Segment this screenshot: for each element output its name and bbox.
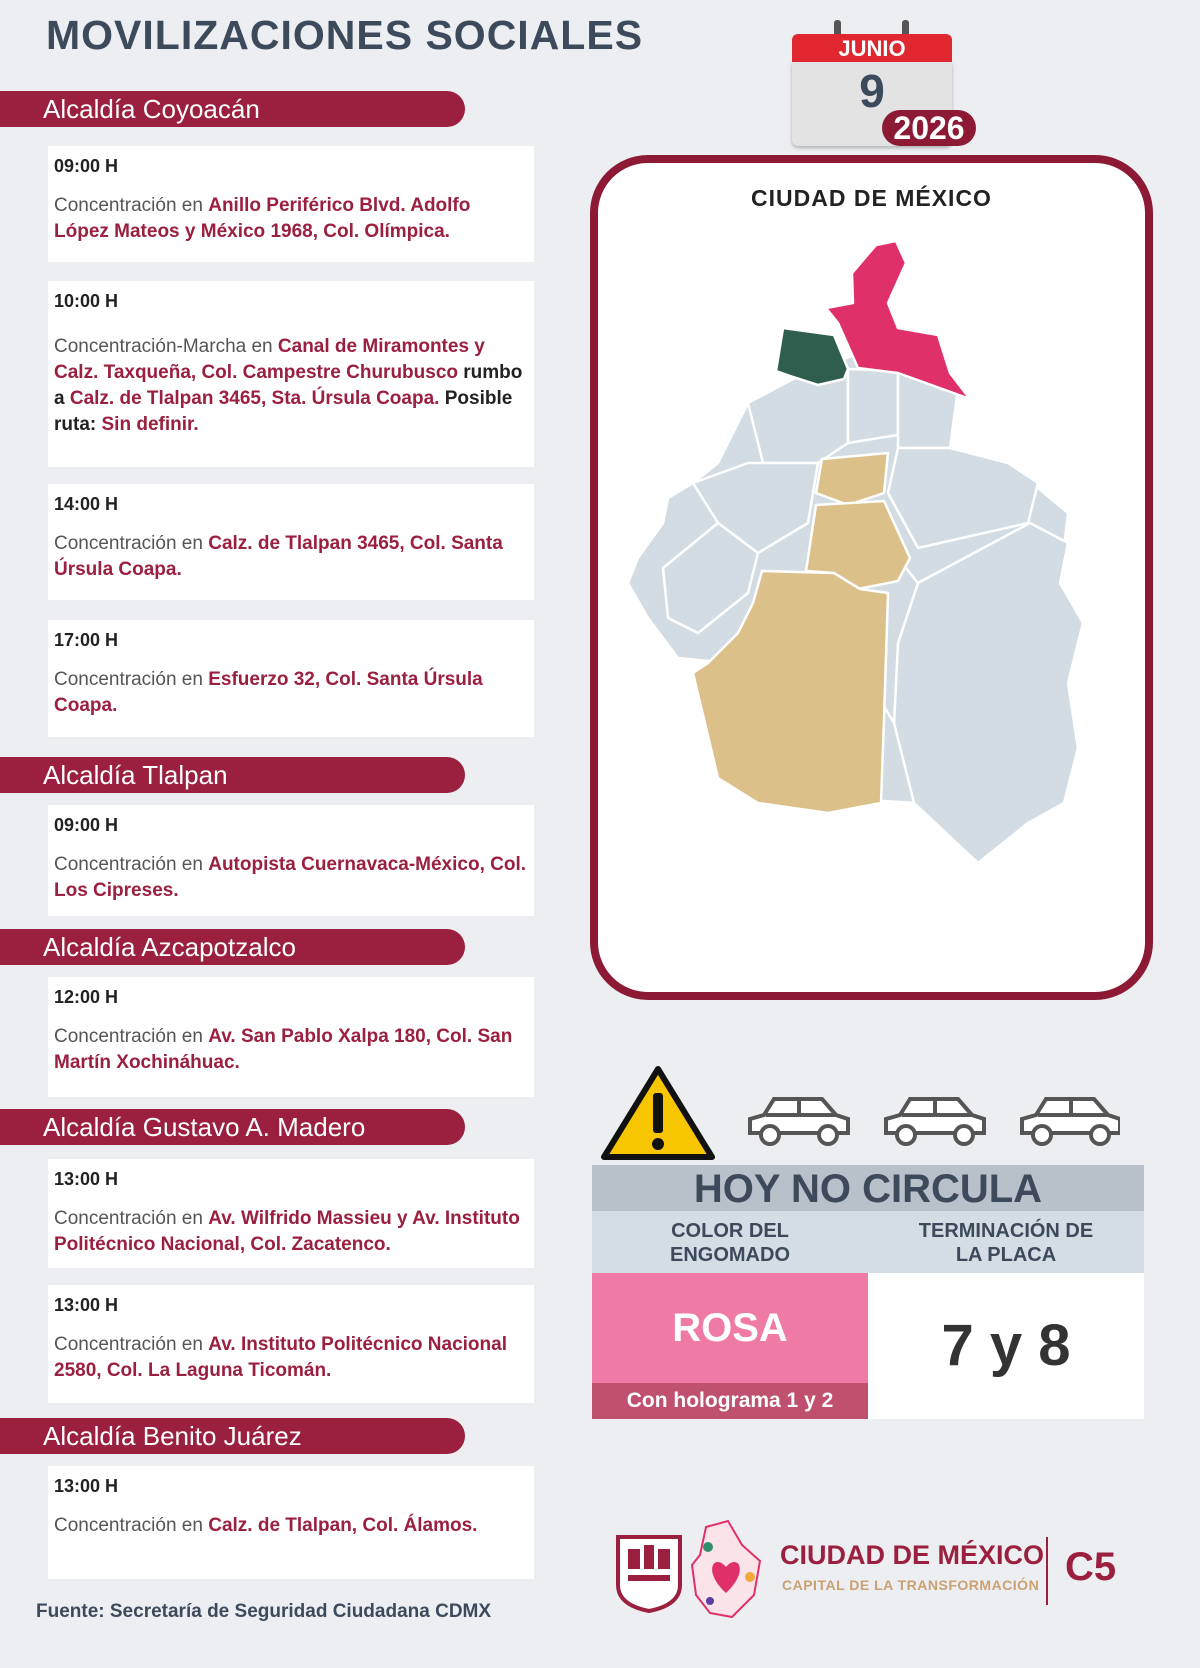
- map-label: CIUDAD DE MÉXICO: [751, 185, 992, 211]
- event-description: [54, 667, 528, 719]
- calendar-icon: [792, 20, 965, 146]
- hoy-no-circula-title: HOY NO CIRCULA: [592, 1165, 1144, 1211]
- event-text-segment: Av. Wilfrido Massieu y Av. Instituto Politécnico Nacional, Col. Zacatenco.: [54, 1208, 520, 1255]
- event-text-segment: Sin definir.: [101, 414, 199, 435]
- event-text-segment: Concentración-Marcha: [54, 336, 252, 357]
- section-header: Alcaldía Benito Juárez: [0, 1418, 465, 1454]
- map-region: [848, 369, 898, 443]
- event-text-segment: en: [181, 1026, 209, 1047]
- calendar-day: 9: [859, 65, 885, 117]
- event-description: [54, 334, 528, 438]
- sticker-color: ROSA: [592, 1273, 868, 1383]
- map-panel: [590, 155, 1153, 1000]
- event-description: [54, 193, 528, 245]
- event-text-segment: rumbo a: [54, 362, 523, 409]
- event-text-segment: Concentración: [54, 669, 182, 690]
- event-text-segment: en: [181, 1515, 209, 1536]
- cdmx-heart-logo: [692, 1521, 760, 1617]
- event-text-segment: en: [181, 533, 209, 554]
- event-text-segment: en: [181, 1334, 209, 1355]
- event-card: [48, 146, 534, 262]
- event-text-segment: en: [181, 1208, 209, 1229]
- event-time: 13:00 H: [54, 1169, 119, 1189]
- footer-logos: [610, 1515, 1150, 1625]
- event-card: [48, 620, 534, 737]
- page-title: MOVILIZACIONES SOCIALES: [46, 12, 644, 58]
- event-text-segment: Av. San Pablo Xalpa 180, Col. San Martín Xochináhuac.: [54, 1026, 513, 1073]
- event-text-segment: Canal de Miramontes y Calz. Taxqueña, Col. Campestre Churubusco: [54, 336, 485, 383]
- event-card: [48, 977, 534, 1097]
- event-card: [48, 805, 534, 916]
- map-region: [748, 369, 848, 463]
- event-text-segment: Concentración: [54, 1208, 182, 1229]
- event-text-segment: Concentración: [54, 1026, 182, 1047]
- event-text-segment: Calz. de Tlalpan, Col. Álamos.: [208, 1515, 478, 1536]
- event-card: [48, 1466, 534, 1579]
- event-text-segment: Esfuerzo 32, Col. Santa Úrsula Coapa.: [54, 669, 483, 716]
- event-description: [54, 531, 528, 583]
- event-text-segment: Calz. de Tlalpan 3465, Sta. Úrsula Coapa.: [69, 388, 445, 409]
- event-time: 10:00 H: [54, 291, 119, 311]
- event-time: 13:00 H: [54, 1295, 119, 1315]
- event-time: 17:00 H: [54, 630, 119, 650]
- car-icon: [750, 1099, 848, 1144]
- event-text-segment: Anillo Periférico Blvd. Adolfo López Mateos y México 1968, Col. Olímpica.: [54, 195, 471, 242]
- map-region-highlight: [776, 328, 848, 385]
- section-header: Alcaldía Coyoacán: [0, 91, 465, 127]
- event-text-segment: Concentración: [54, 533, 182, 554]
- hologram-note: Con holograma 1 y 2: [592, 1383, 868, 1419]
- event-description: [54, 1024, 528, 1076]
- agency-logo: C5: [1065, 1545, 1117, 1589]
- event-time: 09:00 H: [54, 815, 119, 835]
- event-description: [54, 852, 528, 904]
- event-card: [48, 1285, 534, 1403]
- logo-marks: [610, 1515, 770, 1625]
- event-text-segment: Concentración: [54, 1334, 182, 1355]
- event-time: 13:00 H: [54, 1476, 119, 1496]
- cdmx-map: [598, 163, 1145, 992]
- plate-ending: 7 y 8: [868, 1273, 1144, 1419]
- calendar-month: JUNIO: [792, 34, 952, 62]
- source-note: Fuente: Secretaría de Seguridad Ciudadana CDMX: [36, 1601, 492, 1622]
- event-text-segment: en: [181, 195, 209, 216]
- section-header: Alcaldía Azcapotzalco: [0, 929, 465, 965]
- event-card: [48, 281, 534, 467]
- warning-icon: [604, 1069, 712, 1157]
- event-text-segment: Posible ruta:: [54, 388, 513, 435]
- section-header: Alcaldía Gustavo A. Madero: [0, 1109, 465, 1145]
- event-description: [54, 1513, 528, 1539]
- brand-tagline: CAPITAL DE LA TRANSFORMACIÓN: [782, 1577, 1040, 1593]
- event-text-segment: Av. Instituto Politécnico Nacional 2580, Col. La Laguna Ticomán.: [54, 1334, 507, 1381]
- calendar-year: 2026: [882, 110, 976, 146]
- event-time: 12:00 H: [54, 987, 119, 1007]
- event-text-segment: en: [251, 336, 278, 357]
- coat-of-arms-logo: [618, 1537, 680, 1611]
- section-header: Alcaldía Tlalpan: [0, 757, 465, 793]
- event-time: 14:00 H: [54, 494, 119, 514]
- hoy-no-circula-icons: [600, 1065, 1120, 1165]
- event-text-segment: Concentración: [54, 195, 182, 216]
- hoy-no-circula-headers: [592, 1211, 1144, 1273]
- event-time: 09:00 H: [54, 156, 119, 176]
- brand-name: CIUDAD DE MÉXICO: [780, 1540, 1045, 1570]
- plate-header: TERMINACIÓN DE LA PLACA: [918, 1220, 1094, 1266]
- event-text-segment: en: [181, 669, 209, 690]
- event-text-segment: Calz. de Tlalpan 3465, Col. Santa Úrsula Coapa.: [54, 533, 503, 580]
- color-header: COLOR DEL ENGOMADO: [670, 1220, 790, 1266]
- car-icon: [886, 1099, 984, 1144]
- event-description: [54, 1332, 528, 1384]
- event-description: [54, 1206, 528, 1258]
- car-icon: [1022, 1099, 1120, 1144]
- event-card: [48, 1159, 534, 1268]
- event-text-segment: Concentración: [54, 854, 182, 875]
- event-text-segment: Autopista Cuernavaca-México, Col. Los Cipreses.: [54, 854, 527, 901]
- event-text-segment: en: [181, 854, 209, 875]
- event-text-segment: Concentración: [54, 1515, 182, 1536]
- event-card: [48, 484, 534, 600]
